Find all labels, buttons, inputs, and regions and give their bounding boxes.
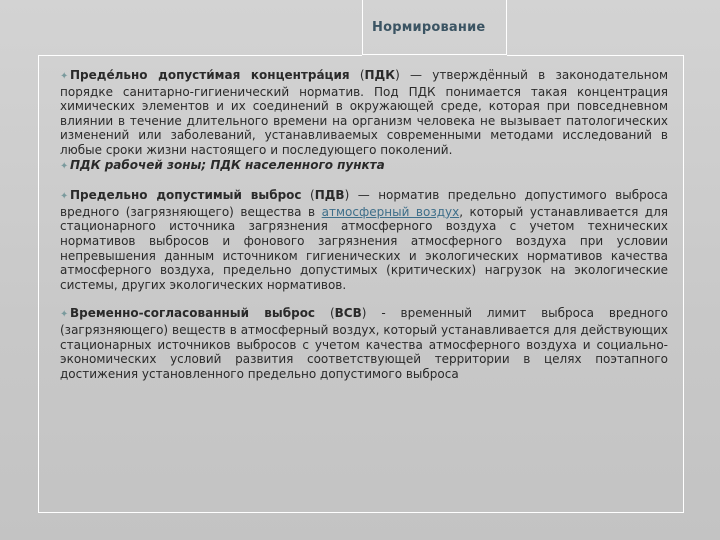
slide-content [60, 68, 668, 381]
definition-after-link: , который устанавливается для стационарного источника загрязнения атмосферного воздуха с учетом технических нормативов выбросов и фонового загрязнения атмосферного воздуха при условии непревышения данным источником гигиенических и экологических нормативов качества атмосферного воздуха, предельно допустимых (критических) нагрузок на экологические системы, других экологических нормативов. [60, 204, 668, 292]
list-item-pdv: ✦ Предельно допустимый выброс (ПДВ) — норматив предельно допустимого выброса вредного (загрязняющего) вещества в атмосферный воздух, который устанавливается для стационарного источника загрязнения атмосферного воздуха с учетом технических нормативов выбросов и фонового загрязнения атмосферного воздуха при условии непревышения данным источником гигиенических и экологических нормативов качества атмосферного воздуха, предельно допустимых (критических) нагрузок на экологические системы, других экологических нормативов. [60, 188, 669, 292]
term: Предельно допустимый выброс [70, 188, 302, 203]
abbr: ПДВ [314, 188, 345, 203]
term: Преде́льно допусти́мая концентра́ция [70, 68, 350, 82]
list-item-pdk: ✦ Преде́льно допусти́мая концентра́ция (ПДК) — утверждённый в законодательном порядке санитарно-гигиенический норматив. Под ПДК понимается такая концентрация химических элементов и их соединений в окружающей среде, которая при повседневном влиянии в течение длительного времени на организм человека не вызывает патологических изменений или заболеваний, устанавливаемых современными методами исследований в любые сроки жизни настоящего и последующего поколений. [60, 68, 669, 157]
definition: — утверждённый в законодательном порядке санитарно-гигиенический норматив. Под ПДК понимается такая концентрация химических элементов и их соединений в окружающей среде, которая при повседневном влиянии в течение длительного времени на организм человека не вызывает патологических изменений или заболеваний, устанавливаемых современными методами исследований в любые сроки жизни настоящего и последующего поколений. [60, 68, 669, 157]
list-item-pdk-zones [60, 158, 668, 175]
bullet-icon: ✦ [60, 71, 69, 82]
atmospheric-air-link[interactable]: атмосферный воздух [321, 204, 460, 219]
term: Временно-согласованный выброс [70, 306, 316, 321]
bullet-icon: ✦ [60, 309, 69, 321]
definition: - временный лимит выброса вредного (загрязняющего) веществ в атмосферный воздух, который устанавливается для действующих стационарных источников выбросов с учетом качества атмосферного воздуха и социально-экономических условий развития соответствующей территории в целях поэтапного достижения установленного предельно допустимого выброса [60, 306, 669, 381]
list-item-vsv: ✦ Временно-согласованный выброс (ВСВ) - временный лимит выброса вредного (загрязняющего) веществ в атмосферный воздух, который устанавливается для действующих стационарных источников выбросов с учетом качества атмосферного воздуха и социально-экономических условий развития соответствующей территории в целях поэтапного достижения установленного предельно допустимого выброса [60, 306, 669, 381]
abbr: ВСВ [334, 306, 362, 321]
bullet-icon: ✦ [60, 160, 69, 172]
definition-before-link: — норматив предельно допустимого выброса вредного (загрязняющего) вещества в [60, 188, 669, 219]
slide-title: Нормирование [372, 20, 486, 35]
term: ПДК рабочей зоны; ПДК населенного пункта [70, 157, 385, 172]
bullet-icon: ✦ [60, 191, 69, 203]
abbr: ПДК [364, 68, 396, 82]
